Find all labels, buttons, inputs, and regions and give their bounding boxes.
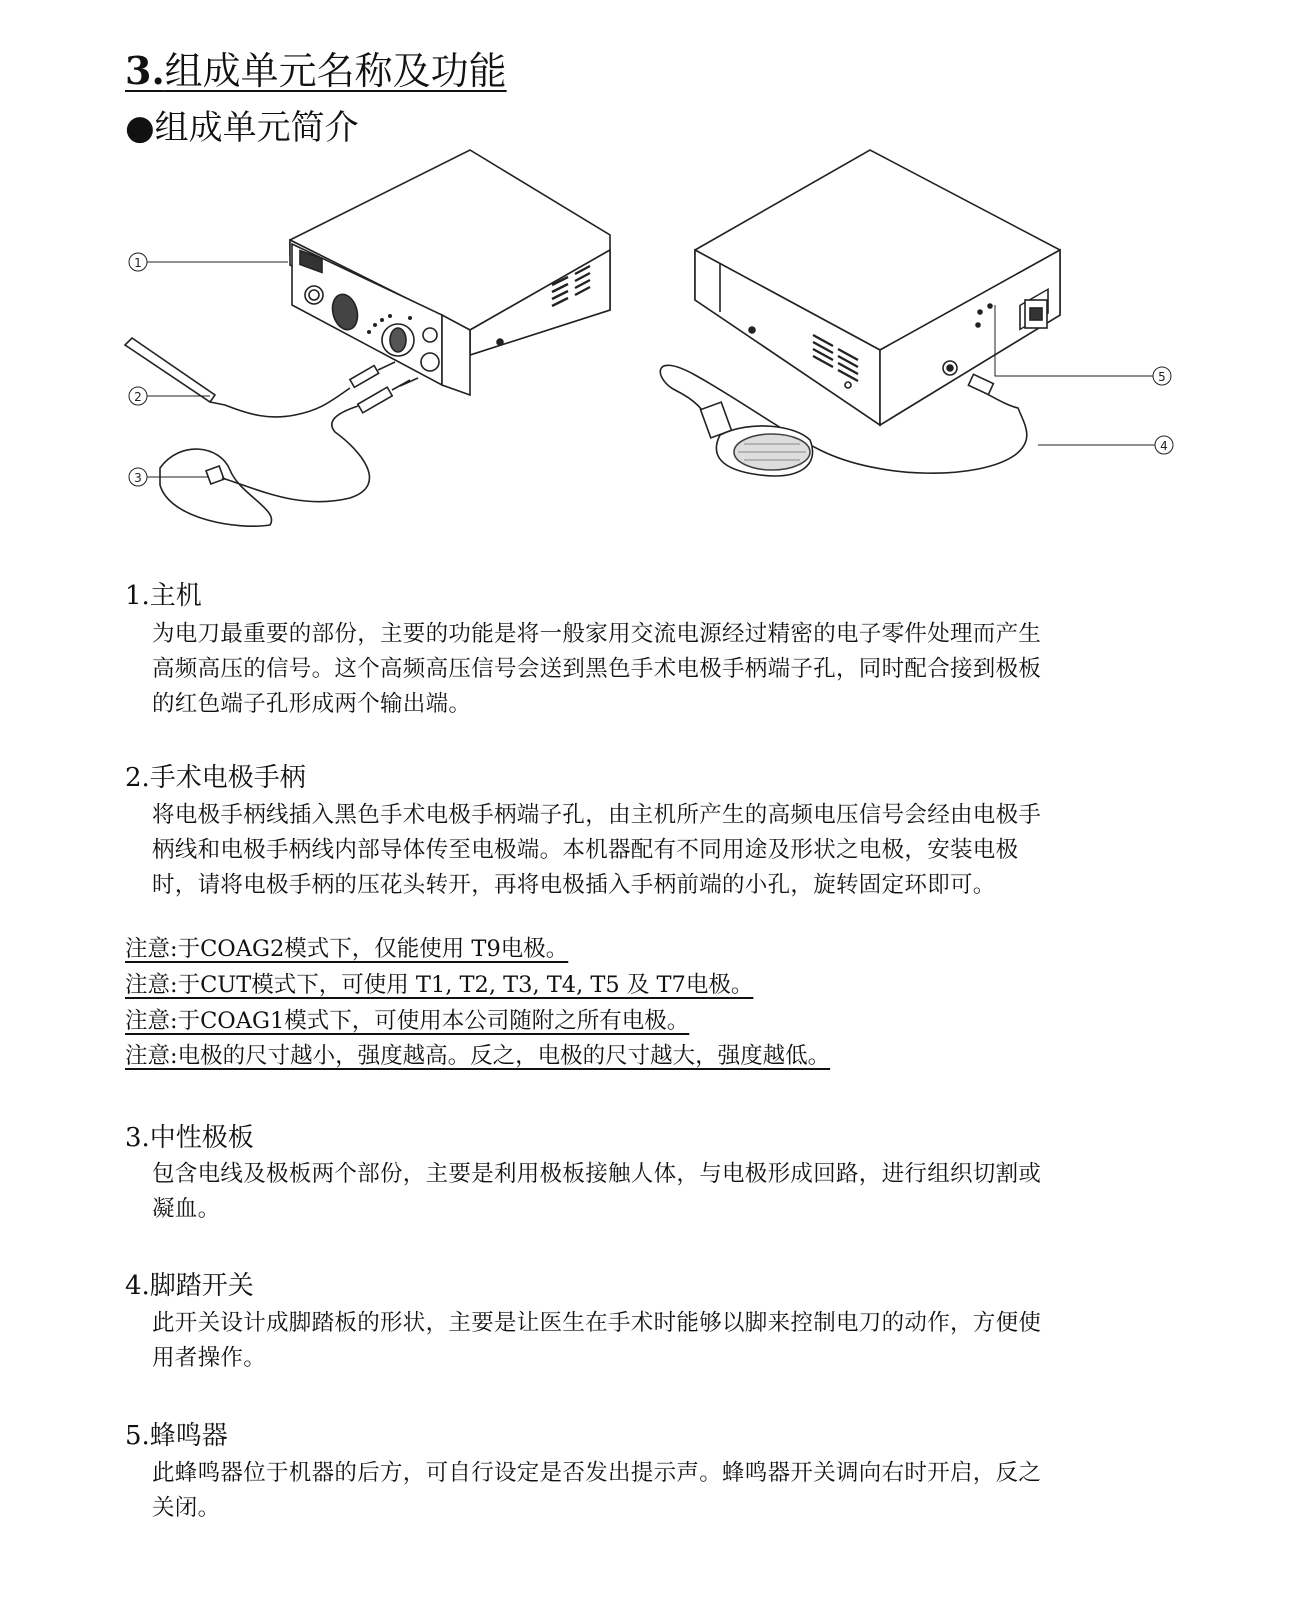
section-title-foot-switch: 4.脚踏开关	[125, 1271, 254, 1301]
section-body-main-unit	[152, 617, 1172, 722]
section-body-handpiece	[152, 798, 1172, 903]
callout-1	[129, 253, 288, 271]
body-line: 此蜂鸣器位于机器的后方，可自行设定是否发出提示声。蜂鸣器开关调向右时开启，反之	[152, 1460, 1042, 1486]
body-line: 柄线和电极手柄线内部导体传至电极端。本机器配有不同用途及形状之电极，安装电极	[152, 837, 1019, 863]
body-line: 时，请将电极手柄的压花头转开，再将电极插入手柄前端的小孔，旋转固定环即可。	[152, 872, 996, 898]
note-cut: 注意:于CUT模式下，可使用 T1, T2, T3, T4, T5 及 T7电极。	[125, 972, 754, 998]
body-line: 的红色端子孔形成两个输出端。	[152, 691, 472, 717]
section-body-neutral-plate	[152, 1157, 1172, 1227]
svg-text:3: 3	[134, 471, 142, 485]
body-line: 关闭。	[152, 1495, 221, 1521]
neutral-plate-illustration	[160, 380, 410, 526]
svg-text:5: 5	[1158, 370, 1166, 384]
title-text: 组成单元名称及功能	[164, 49, 507, 93]
note-coag1: 注意:于COAG1模式下，可使用本公司随附之所有电极。	[125, 1008, 690, 1034]
components-diagram	[120, 140, 1200, 540]
section-title-handpiece: 2.手术电极手柄	[125, 763, 306, 793]
body-line: 高频高压的信号。这个高频高压信号会送到黑色手术电极手柄端子孔，同时配合接到极板	[152, 656, 1042, 682]
svg-text:2: 2	[134, 390, 142, 404]
body-line: 将电极手柄线插入黑色手术电极手柄端子孔，由主机所产生的高频电压信号会经由电极手	[152, 802, 1042, 828]
title-number: 3.	[125, 48, 165, 93]
section-title-buzzer: 5.蜂鸣器	[125, 1421, 228, 1451]
main-unit-front-illustration	[290, 150, 610, 395]
note-electrode-size: 注意:电极的尺寸越小，强度越高。反之，电极的尺寸越大，强度越低。	[125, 1043, 831, 1069]
page-title	[125, 46, 507, 96]
section-title-neutral-plate: 3.中性极板	[125, 1123, 254, 1153]
body-line: 为电刀最重要的部份，主要的功能是将一般家用交流电源经过精密的电子零件处理而产生	[152, 621, 1042, 647]
section-body-foot-switch	[152, 1306, 1172, 1376]
svg-text:1: 1	[134, 256, 142, 270]
note-coag2: 注意:于COAG2模式下，仅能使用 T9电极。	[125, 936, 569, 962]
main-unit-rear-illustration	[695, 150, 1060, 425]
body-line: 凝血。	[152, 1196, 221, 1222]
body-line: 包含电线及极板两个部份，主要是利用极板接触人体，与电极形成回路，进行组织切割或	[152, 1161, 1042, 1187]
body-line: 用者操作。	[152, 1345, 267, 1371]
svg-text:4: 4	[1160, 439, 1168, 453]
body-line: 此开关设计成脚踏板的形状，主要是让医生在手术时能够以脚来控制电刀的动作，方便使	[152, 1310, 1042, 1336]
section-title-main-unit: 1.主机	[125, 581, 202, 611]
section-body-buzzer	[152, 1456, 1172, 1526]
callout-4	[1038, 436, 1173, 454]
section-subtitle: ●组成单元简介	[125, 108, 359, 148]
